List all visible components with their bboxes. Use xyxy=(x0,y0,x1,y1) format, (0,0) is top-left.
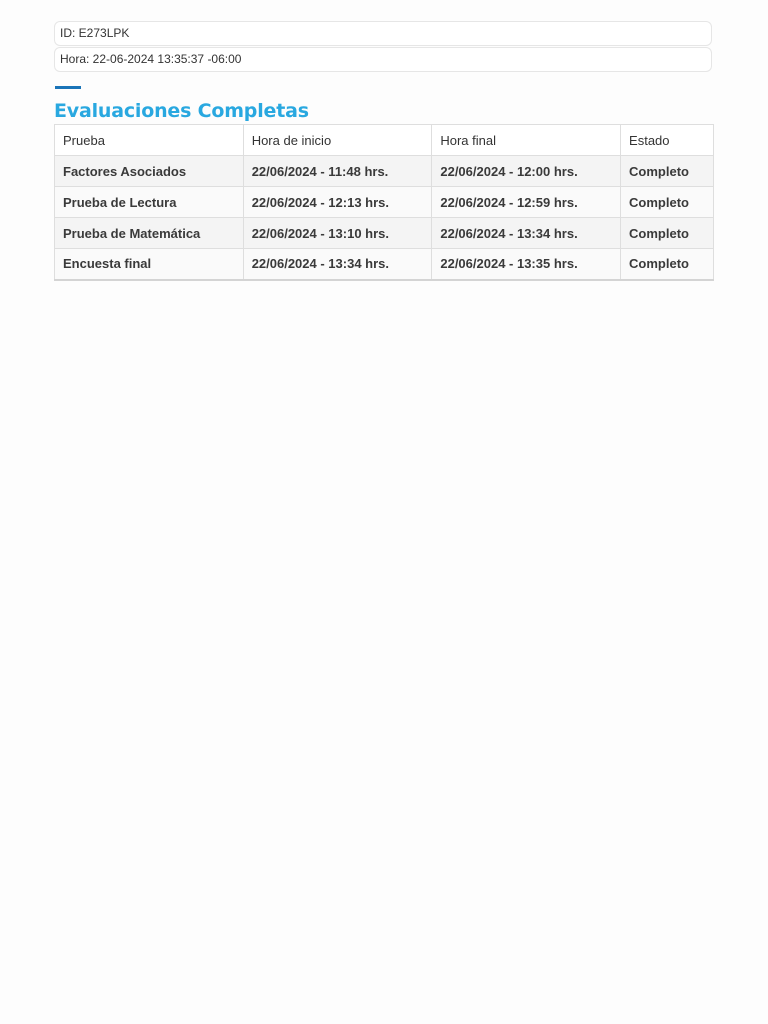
start-time-cell: 22/06/2024 - 11:48 hrs. xyxy=(243,156,432,187)
table-row xyxy=(55,156,714,187)
status-cell: Completo xyxy=(621,187,714,218)
test-name-cell: Prueba de Lectura xyxy=(55,187,244,218)
column-header-estado: Estado xyxy=(621,125,714,156)
table-row xyxy=(55,249,714,280)
student-id-text: ID: E273LPK xyxy=(60,26,130,40)
test-name-cell: Prueba de Matemática xyxy=(55,218,244,249)
section-accent-bar xyxy=(55,86,81,89)
table-header-row xyxy=(55,125,714,156)
column-header-hora-inicio: Hora de inicio xyxy=(243,125,432,156)
section-title: Evaluaciones Completas xyxy=(54,100,309,122)
status-cell: Completo xyxy=(621,218,714,249)
end-time-cell: 22/06/2024 - 13:35 hrs. xyxy=(432,249,621,280)
test-name-cell: Factores Asociados xyxy=(55,156,244,187)
table-row xyxy=(55,187,714,218)
student-id-field xyxy=(54,21,712,46)
timestamp-field xyxy=(54,47,712,72)
column-header-hora-final: Hora final xyxy=(432,125,621,156)
start-time-cell: 22/06/2024 - 12:13 hrs. xyxy=(243,187,432,218)
column-header-prueba: Prueba xyxy=(55,125,244,156)
end-time-cell: 22/06/2024 - 13:34 hrs. xyxy=(432,218,621,249)
end-time-cell: 22/06/2024 - 12:59 hrs. xyxy=(432,187,621,218)
status-cell: Completo xyxy=(621,156,714,187)
test-name-cell: Encuesta final xyxy=(55,249,244,280)
evaluations-table xyxy=(54,124,714,281)
start-time-cell: 22/06/2024 - 13:10 hrs. xyxy=(243,218,432,249)
status-cell: Completo xyxy=(621,249,714,280)
table-row xyxy=(55,218,714,249)
end-time-cell: 22/06/2024 - 12:00 hrs. xyxy=(432,156,621,187)
start-time-cell: 22/06/2024 - 13:34 hrs. xyxy=(243,249,432,280)
timestamp-text: Hora: 22-06-2024 13:35:37 -06:00 xyxy=(60,52,242,66)
